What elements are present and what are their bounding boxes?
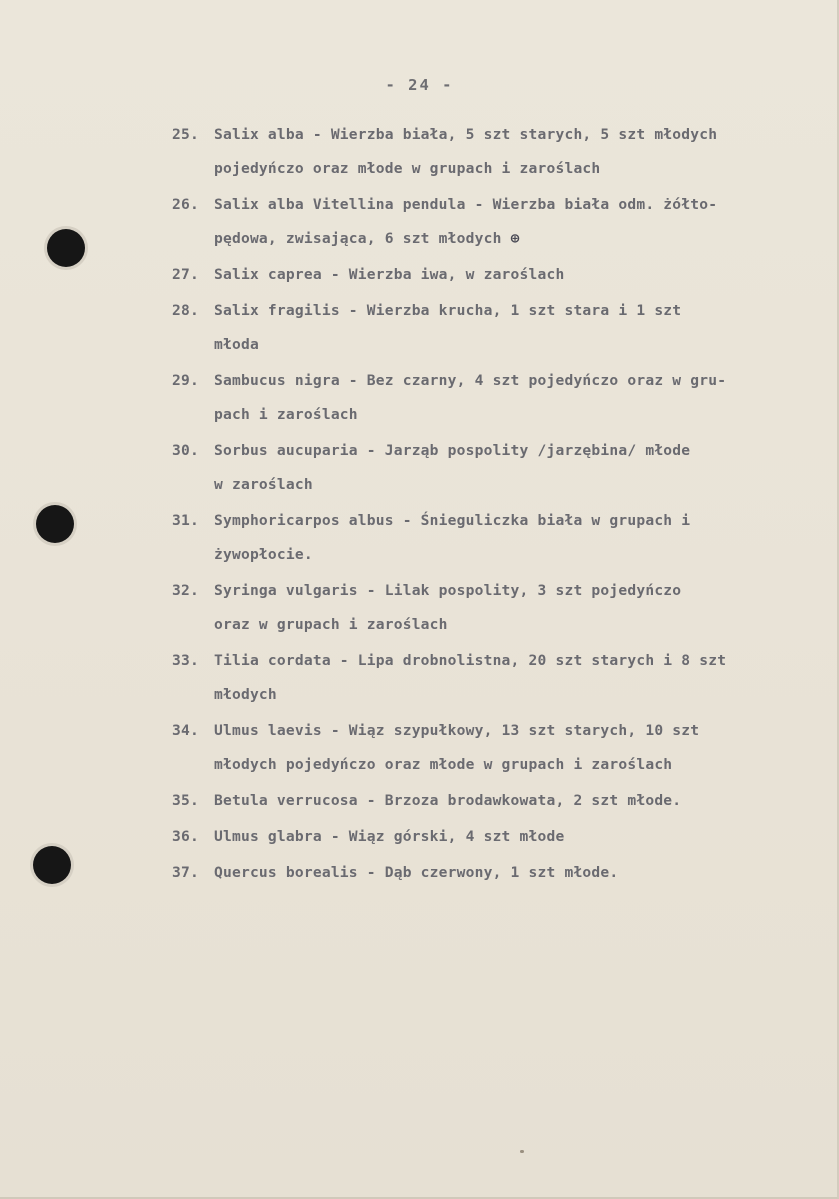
list-item (172, 820, 822, 854)
entry-text: Ulmus glabra - Wiąz górski, 4 szt młode (214, 828, 565, 845)
list-item (172, 574, 822, 642)
entry-list (172, 118, 822, 892)
entry-text: Tilia cordata - Lipa drobnolistna, 20 szt starych i 8 szt (214, 652, 727, 669)
punch-hole (33, 846, 71, 884)
list-item (172, 364, 822, 432)
entry-number: 27. (172, 266, 199, 283)
entry-text: młodych pojedyńczo oraz młode w grupach i zaroślach (214, 756, 673, 773)
entry-text: Betula verrucosa - Brzoza brodawkowata, 2 szt młode. (214, 792, 682, 809)
entry-text: Ulmus laevis - Wiąz szypułkowy, 13 szt starych, 10 szt (214, 722, 700, 739)
list-item (172, 714, 822, 782)
list-item (172, 294, 822, 362)
entry-number: 26. (172, 196, 199, 213)
entry-text: Sambucus nigra - Bez czarny, 4 szt pojedyńczo oraz w gru- (214, 372, 727, 389)
entry-number: 37. (172, 864, 199, 881)
entry-text: Salix alba Vitellina pendula - Wierzba biała odm. żółto- (214, 196, 718, 213)
entry-text: pach i zaroślach (214, 406, 358, 423)
entry-number: 30. (172, 442, 199, 459)
entry-text: Salix alba - Wierzba biała, 5 szt starych, 5 szt młodych (214, 126, 718, 143)
handwritten-mark: ⊕ (510, 230, 520, 247)
list-item (172, 434, 822, 502)
list-item (172, 118, 822, 186)
entry-text: w zaroślach (214, 476, 313, 493)
list-item (172, 784, 822, 818)
entry-text: pędowa, zwisająca, 6 szt młodych (214, 230, 502, 247)
entry-text: młodych (214, 686, 277, 703)
page-number: - 24 - (385, 76, 454, 94)
entry-number: 34. (172, 722, 199, 739)
list-item (172, 504, 822, 572)
entry-number: 25. (172, 126, 199, 143)
list-item (172, 856, 822, 890)
punch-hole (47, 229, 85, 267)
entry-text: młoda (214, 336, 259, 353)
entry-text: oraz w grupach i zaroślach (214, 616, 448, 633)
list-item (172, 258, 822, 292)
entry-text: pojedyńczo oraz młode w grupach i zaroślach (214, 160, 601, 177)
list-item (172, 644, 822, 712)
list-item (172, 188, 822, 256)
entry-number: 28. (172, 302, 199, 319)
entry-number: 29. (172, 372, 199, 389)
entry-number: 33. (172, 652, 199, 669)
entry-text: Symphoricarpos albus - Śnieguliczka biała w grupach i (214, 512, 691, 529)
entry-text: Sorbus aucuparia - Jarząb pospolity /jarzębina/ młode (214, 442, 691, 459)
entry-number: 32. (172, 582, 199, 599)
entry-text: Quercus borealis - Dąb czerwony, 1 szt młode. (214, 864, 619, 881)
entry-text: Salix caprea - Wierzba iwa, w zaroślach (214, 266, 565, 283)
entry-text: żywopłocie. (214, 546, 313, 563)
punch-hole (36, 505, 74, 543)
entry-text: Salix fragilis - Wierzba krucha, 1 szt stara i 1 szt (214, 302, 682, 319)
ink-speck (520, 1150, 524, 1153)
entry-number: 35. (172, 792, 199, 809)
entry-text: Syringa vulgaris - Lilak pospolity, 3 szt pojedyńczo (214, 582, 682, 599)
entry-number: 31. (172, 512, 199, 529)
entry-number: 36. (172, 828, 199, 845)
